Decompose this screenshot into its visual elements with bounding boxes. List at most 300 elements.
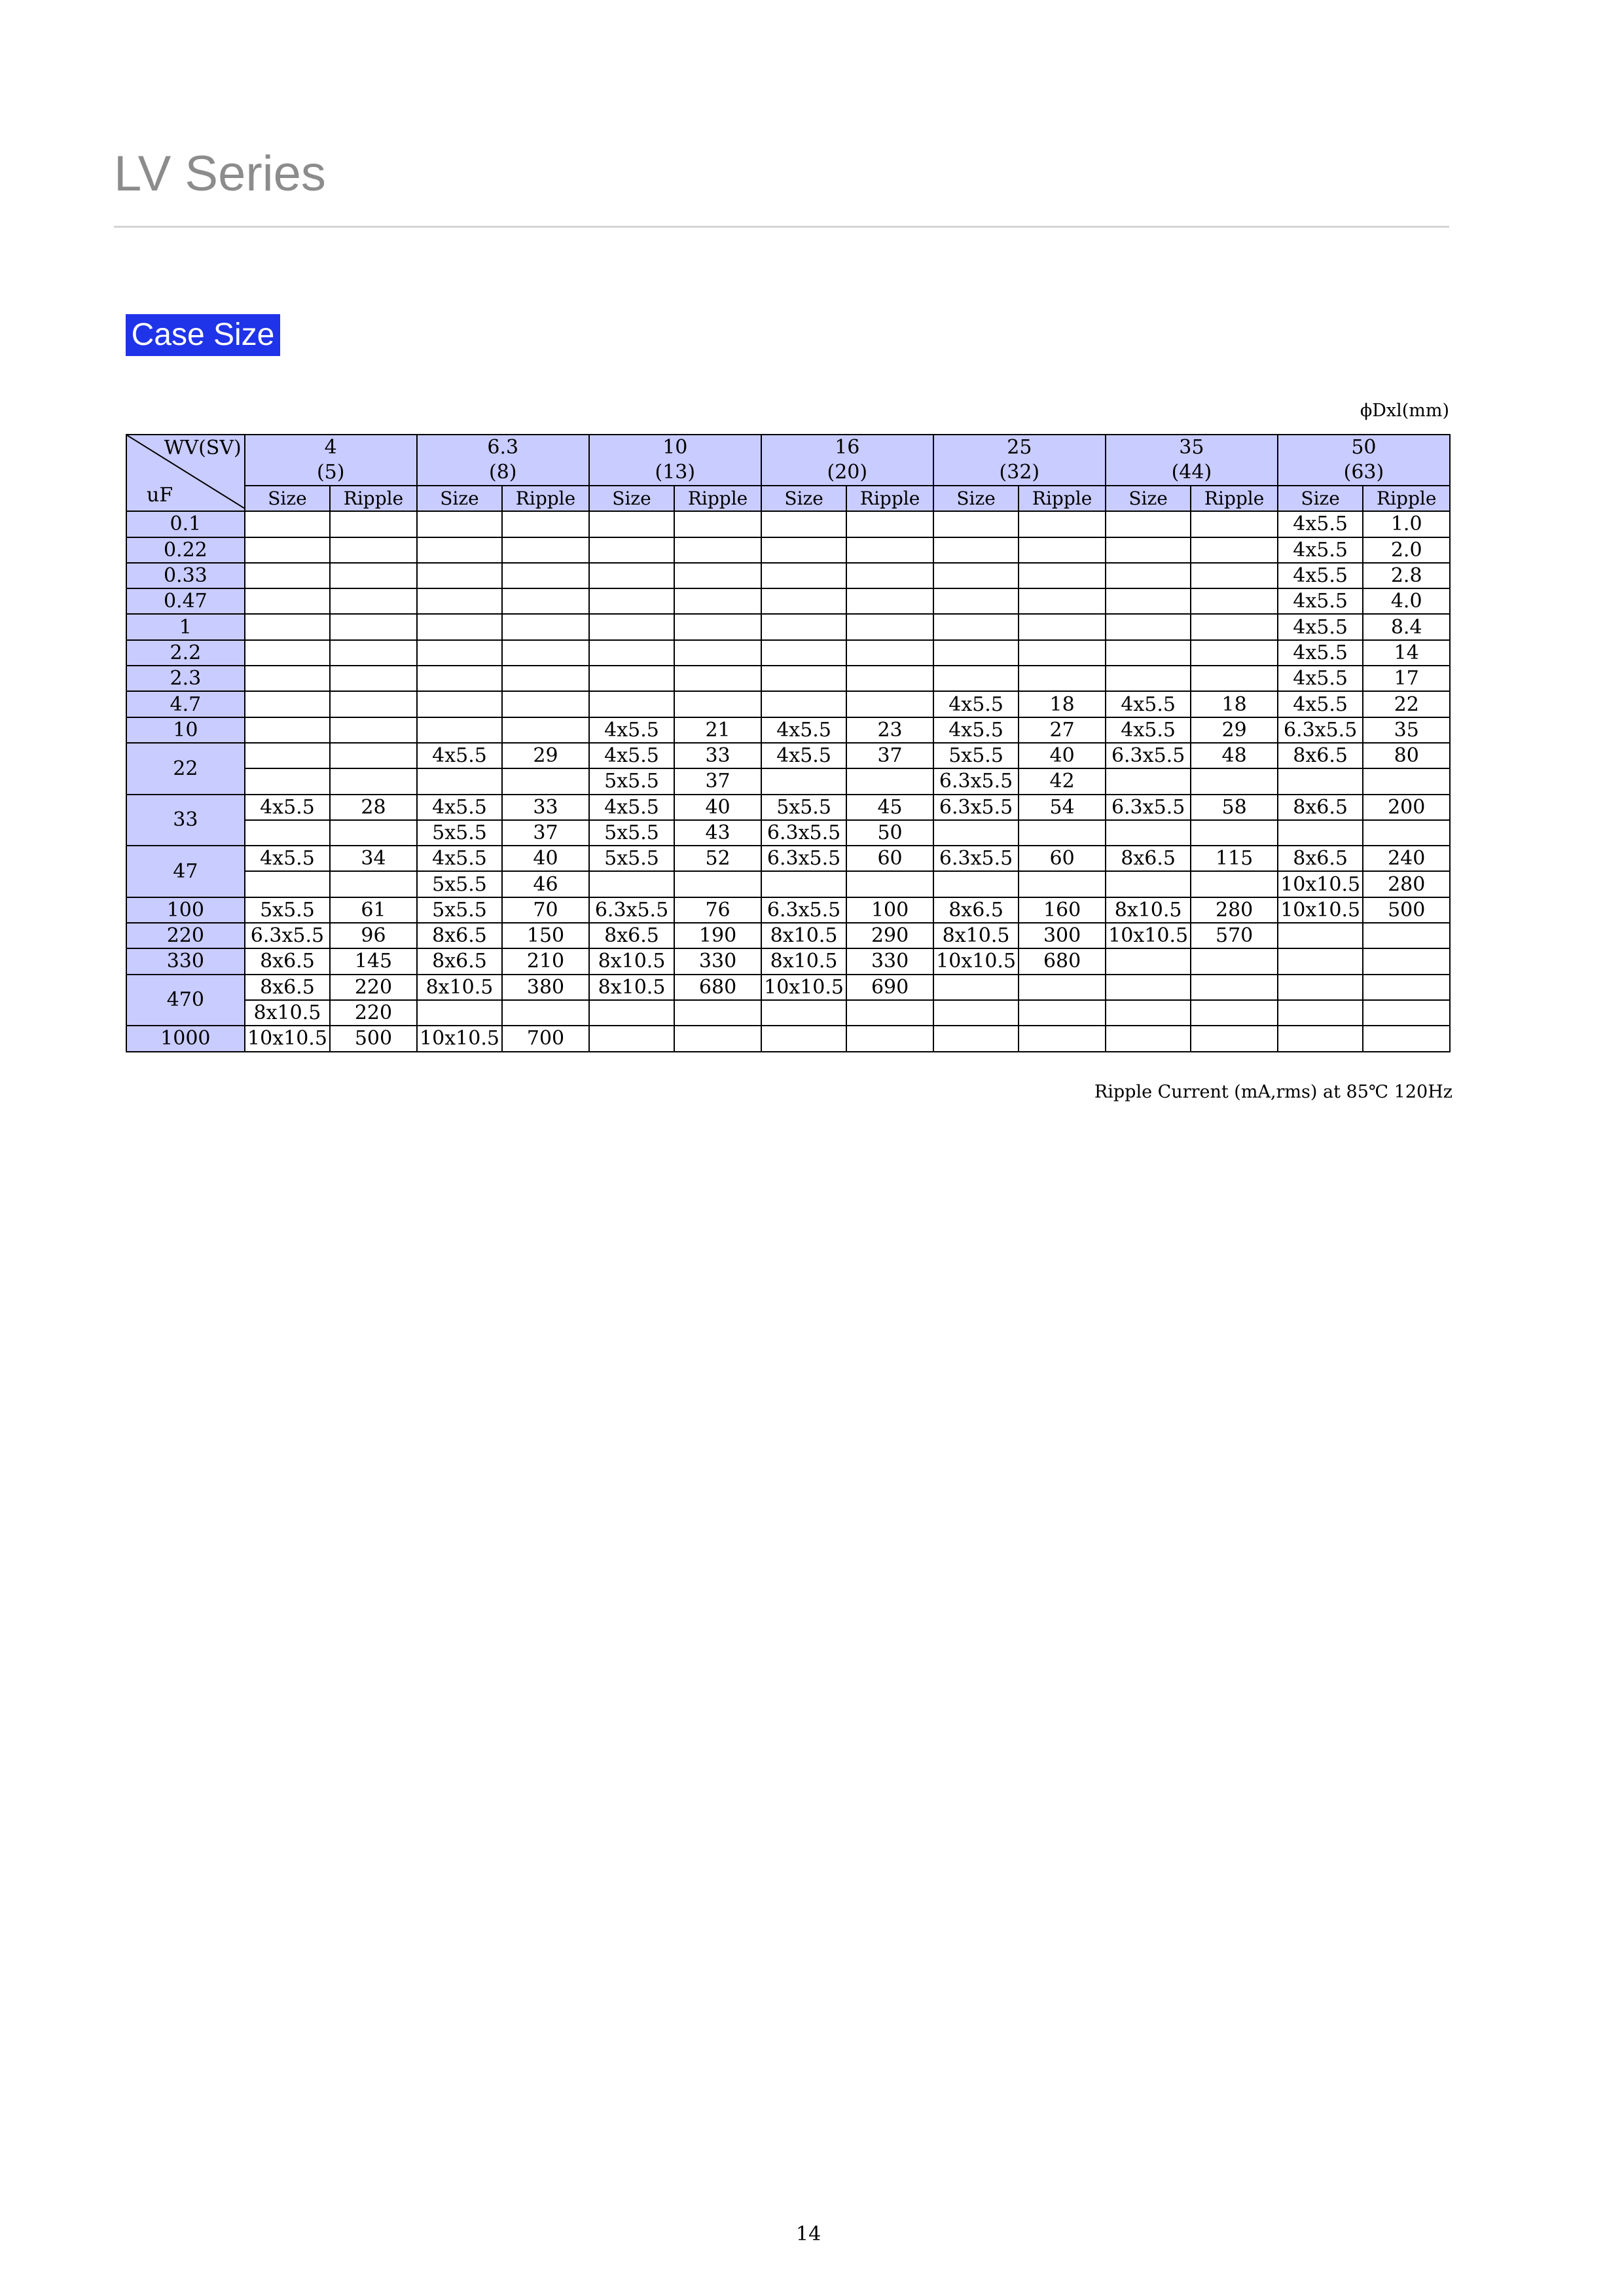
ripple-cell: 190 [674,923,761,948]
ripple-cell: 52 [674,846,761,871]
ripple-cell [674,1000,761,1026]
section-label: Case Size [126,314,280,356]
size-cell: 6.3x5.5 [1106,795,1191,820]
table-row [126,743,1450,768]
size-cell: 4x5.5 [1278,640,1363,666]
ripple-cell: 37 [846,743,933,768]
ripple-cell [846,640,933,666]
size-cell [589,563,675,588]
voltage-header-row [126,435,1450,486]
ripple-cell: 37 [502,820,589,846]
size-cell: 4x5.5 [1106,691,1191,717]
size-cell [1278,923,1363,948]
size-cell: 8x6.5 [417,923,503,948]
ripple-cell [330,871,417,897]
ripple-cell: 290 [846,923,933,948]
ripple-cell: 680 [674,975,761,1000]
size-cell [417,691,503,717]
page-number: 14 [796,2223,821,2246]
ripple-cell: 330 [846,948,933,974]
size-cell [245,537,331,563]
ripple-cell: 27 [1019,717,1106,743]
ripple-cell: 34 [330,846,417,871]
ripple-cell: 60 [846,846,933,871]
ripple-cell [330,614,417,639]
ripple-cell: 2.0 [1363,537,1450,563]
ripple-cell: 42 [1019,768,1106,794]
ripple-cell: 690 [846,975,933,1000]
ripple-cell: 240 [1363,846,1450,871]
capacitance-cell: 0.1 [126,511,245,537]
voltage-header [245,435,417,486]
size-cell: 4x5.5 [1278,666,1363,691]
size-cell: 8x6.5 [1278,846,1363,871]
ripple-cell [330,691,417,717]
size-cell [933,511,1019,537]
size-cell: 8x10.5 [761,923,847,948]
ripple-cell [330,640,417,666]
size-cell [933,1000,1019,1026]
table-row [126,614,1450,639]
size-cell: 4x5.5 [1278,614,1363,639]
ripple-cell [1191,1000,1278,1026]
ripple-cell: 35 [1363,717,1450,743]
size-cell: 4x5.5 [417,795,503,820]
size-cell: 4x5.5 [1278,588,1363,614]
size-cell [589,511,675,537]
size-column-header: Size [1106,486,1191,511]
voltage-header [1106,435,1278,486]
size-cell [1278,948,1363,974]
ripple-cell [1019,1000,1106,1026]
size-cell [1278,1000,1363,1026]
ripple-cell: 22 [1363,691,1450,717]
ripple-cell [674,666,761,691]
size-cell: 6.3x5.5 [589,897,675,923]
size-cell [245,871,331,897]
size-cell: 4x5.5 [933,717,1019,743]
ripple-cell: 33 [674,743,761,768]
ripple-cell [502,666,589,691]
size-cell [1106,1026,1191,1051]
size-cell: 6.3x5.5 [761,846,847,871]
size-cell [417,640,503,666]
size-cell: 6.3x5.5 [761,897,847,923]
ripple-cell: 8.4 [1363,614,1450,639]
size-column-header: Size [761,486,847,511]
size-cell: 5x5.5 [933,743,1019,768]
size-cell: 10x10.5 [933,948,1019,974]
ripple-cell [846,563,933,588]
voltage-header [761,435,933,486]
size-cell [933,1026,1019,1051]
size-cell: 4x5.5 [1278,691,1363,717]
size-cell [245,563,331,588]
table-row [126,666,1450,691]
ripple-cell: 76 [674,897,761,923]
size-cell [933,666,1019,691]
size-cell: 8x6.5 [417,948,503,974]
size-cell: 4x5.5 [1278,511,1363,537]
ripple-cell: 70 [502,897,589,923]
size-cell: 5x5.5 [245,897,331,923]
ripple-cell: 50 [846,820,933,846]
size-cell [933,640,1019,666]
size-cell [761,666,847,691]
size-cell [589,666,675,691]
ripple-cell [1191,614,1278,639]
size-cell [761,1000,847,1026]
size-cell [1106,563,1191,588]
ripple-cell [674,691,761,717]
size-cell: 4x5.5 [1278,537,1363,563]
ripple-cell [1191,871,1278,897]
wv-value: 50 [1351,436,1377,459]
size-cell [1106,820,1191,846]
size-cell: 6.3x5.5 [933,795,1019,820]
size-cell: 10x10.5 [417,1026,503,1051]
size-cell: 8x10.5 [589,948,675,974]
ripple-cell [846,666,933,691]
table-row [126,563,1450,588]
size-cell [1106,640,1191,666]
ripple-cell: 18 [1019,691,1106,717]
wv-value: 35 [1179,436,1204,459]
size-cell: 5x5.5 [589,820,675,846]
table-body [126,511,1450,1051]
ripple-cell [502,614,589,639]
page-title: LV Series [114,146,326,202]
size-cell: 5x5.5 [761,795,847,820]
title-divider [114,226,1449,228]
size-cell [933,537,1019,563]
ripple-cell [1191,640,1278,666]
ripple-cell [674,588,761,614]
size-cell [1106,588,1191,614]
ripple-cell: 45 [846,795,933,820]
sv-value: (44) [1171,461,1212,484]
size-cell [761,511,847,537]
ripple-cell: 300 [1019,923,1106,948]
ripple-cell [502,563,589,588]
size-cell [761,563,847,588]
table-row [126,717,1450,743]
ripple-column-header: Ripple [846,486,933,511]
ripple-column-header: Ripple [674,486,761,511]
ripple-cell [674,1026,761,1051]
table-row [126,975,1450,1000]
size-cell: 5x5.5 [589,846,675,871]
table-row [126,1000,1450,1026]
size-cell [933,588,1019,614]
ripple-cell [674,640,761,666]
ripple-cell [846,1026,933,1051]
size-cell: 4x5.5 [1278,563,1363,588]
table-row [126,871,1450,897]
ripple-cell [1363,1026,1450,1051]
size-cell [245,614,331,639]
case-size-table [126,434,1451,1052]
unit-note: ϕDxl(mm) [1360,401,1449,421]
table-row [126,948,1450,974]
size-cell [1278,768,1363,794]
ripple-cell [1191,820,1278,846]
capacitance-cell: 0.33 [126,563,245,588]
ripple-cell [1019,588,1106,614]
size-cell [1106,871,1191,897]
size-cell [417,717,503,743]
ripple-cell [1019,511,1106,537]
ripple-cell [1191,1026,1278,1051]
size-cell: 5x5.5 [417,820,503,846]
ripple-cell [1019,820,1106,846]
size-cell [417,666,503,691]
size-cell [589,614,675,639]
ripple-cell [1363,948,1450,974]
ripple-cell [1191,948,1278,974]
size-cell: 6.3x5.5 [761,820,847,846]
ripple-cell [330,743,417,768]
size-cell [1106,948,1191,974]
ripple-cell [674,511,761,537]
size-cell: 4x5.5 [417,846,503,871]
voltage-header [589,435,761,486]
size-cell [761,691,847,717]
size-cell: 6.3x5.5 [1278,717,1363,743]
ripple-cell: 80 [1363,743,1450,768]
size-cell: 4x5.5 [245,795,331,820]
ripple-cell: 280 [1191,897,1278,923]
size-cell: 6.3x5.5 [933,768,1019,794]
table-row [126,1026,1450,1051]
size-cell: 8x10.5 [245,1000,331,1026]
size-cell: 8x6.5 [245,975,331,1000]
size-cell [589,640,675,666]
ripple-cell: 1.0 [1363,511,1450,537]
table-row [126,820,1450,846]
ripple-cell: 18 [1191,691,1278,717]
capacitance-cell: 1000 [126,1026,245,1051]
size-cell [761,640,847,666]
size-cell [589,537,675,563]
size-cell [417,614,503,639]
size-cell [933,563,1019,588]
size-column-header: Size [589,486,675,511]
ripple-cell [502,588,589,614]
ripple-cell [846,511,933,537]
ripple-cell: 500 [330,1026,417,1051]
ripple-cell: 21 [674,717,761,743]
size-cell: 8x6.5 [1278,743,1363,768]
ripple-cell: 500 [1363,897,1450,923]
ripple-cell [674,871,761,897]
ripple-cell [846,614,933,639]
capacitance-cell: 0.22 [126,537,245,563]
size-cell [761,871,847,897]
size-cell [417,588,503,614]
size-cell: 8x10.5 [761,948,847,974]
uf-label: uF [147,484,173,507]
ripple-cell [502,511,589,537]
size-cell: 4x5.5 [761,743,847,768]
size-cell: 6.3x5.5 [245,923,331,948]
capacitance-cell: 22 [126,743,245,795]
ripple-cell [846,537,933,563]
size-cell: 4x5.5 [245,846,331,871]
size-cell [245,640,331,666]
ripple-cell: 145 [330,948,417,974]
capacitance-cell: 2.3 [126,666,245,691]
ripple-cell: 40 [674,795,761,820]
ripple-column-header: Ripple [1363,486,1450,511]
ripple-cell: 210 [502,948,589,974]
ripple-cell: 58 [1191,795,1278,820]
ripple-cell [1019,614,1106,639]
size-cell: 10x10.5 [761,975,847,1000]
size-cell [417,768,503,794]
ripple-cell [846,768,933,794]
size-cell [417,511,503,537]
ripple-cell [1191,511,1278,537]
size-cell [1278,975,1363,1000]
capacitance-cell: 220 [126,923,245,948]
size-cell: 10x10.5 [1278,871,1363,897]
ripple-cell [1019,666,1106,691]
size-cell [417,1000,503,1026]
ripple-cell [1191,975,1278,1000]
ripple-cell [502,537,589,563]
ripple-cell [846,588,933,614]
ripple-cell: 23 [846,717,933,743]
ripple-cell [330,511,417,537]
ripple-column-header: Ripple [1191,486,1278,511]
ripple-cell: 48 [1191,743,1278,768]
capacitance-cell: 330 [126,948,245,974]
size-cell: 8x10.5 [589,975,675,1000]
ripple-cell: 4.0 [1363,588,1450,614]
ripple-cell: 17 [1363,666,1450,691]
ripple-column-header: Ripple [1019,486,1106,511]
wv-value: 16 [835,436,860,459]
wv-value: 4 [324,436,337,459]
capacitance-cell: 2.2 [126,640,245,666]
size-cell [1278,1026,1363,1051]
size-cell: 8x6.5 [1278,795,1363,820]
ripple-cell: 40 [1019,743,1106,768]
size-cell [761,537,847,563]
ripple-cell: 200 [1363,795,1450,820]
ripple-cell [1363,820,1450,846]
ripple-cell: 46 [502,871,589,897]
size-cell [245,743,331,768]
voltage-header [417,435,589,486]
capacitance-cell: 0.47 [126,588,245,614]
ripple-column-header: Ripple [330,486,417,511]
size-cell [589,1026,675,1051]
ripple-cell [1191,666,1278,691]
size-column-header: Size [417,486,503,511]
size-cell: 5x5.5 [589,768,675,794]
ripple-cell [846,871,933,897]
size-cell: 8x6.5 [933,897,1019,923]
size-cell: 8x6.5 [245,948,331,974]
ripple-cell [502,1000,589,1026]
size-cell [245,820,331,846]
size-cell [245,588,331,614]
corner-header [126,435,245,511]
size-cell [589,871,675,897]
ripple-cell [1019,871,1106,897]
size-cell [1106,511,1191,537]
table-row [126,923,1450,948]
ripple-cell [330,820,417,846]
capacitance-cell: 10 [126,717,245,743]
size-cell: 4x5.5 [589,743,675,768]
size-cell [1106,537,1191,563]
size-cell: 8x10.5 [933,923,1019,948]
size-cell [417,537,503,563]
ripple-cell [330,768,417,794]
size-cell: 6.3x5.5 [1106,743,1191,768]
wv-sv-label: WV(SV) [164,437,242,459]
table-row [126,588,1450,614]
size-cell [933,820,1019,846]
size-cell [761,768,847,794]
ripple-cell [502,717,589,743]
ripple-cell: 700 [502,1026,589,1051]
ripple-cell [502,640,589,666]
size-cell [1106,768,1191,794]
table-row [126,691,1450,717]
ripple-cell [502,691,589,717]
ripple-cell: 160 [1019,897,1106,923]
size-column-header: Size [933,486,1019,511]
table-row [126,897,1450,923]
ripple-cell [1363,923,1450,948]
size-cell [933,614,1019,639]
ripple-cell [1019,537,1106,563]
ripple-cell: 60 [1019,846,1106,871]
capacitance-cell: 33 [126,795,245,846]
table-row [126,537,1450,563]
size-cell [589,588,675,614]
ripple-cell: 330 [674,948,761,974]
ripple-cell [1019,640,1106,666]
size-cell [761,614,847,639]
size-cell [1106,666,1191,691]
table-row [126,511,1450,537]
ripple-footnote: Ripple Current (mA,rms) at 85℃ 120Hz [1094,1082,1453,1102]
sv-value: (63) [1343,461,1384,484]
wv-value: 10 [662,436,688,459]
ripple-cell: 29 [502,743,589,768]
ripple-cell: 220 [330,1000,417,1026]
size-column-header: Size [1278,486,1363,511]
size-cell [1106,975,1191,1000]
ripple-cell: 61 [330,897,417,923]
size-cell: 4x5.5 [417,743,503,768]
size-cell [245,511,331,537]
size-cell: 8x10.5 [1106,897,1191,923]
size-cell [245,768,331,794]
size-cell [1278,820,1363,846]
capacitance-cell: 100 [126,897,245,923]
sv-value: (20) [827,461,868,484]
ripple-cell [502,768,589,794]
ripple-cell [1019,1026,1106,1051]
size-cell: 8x6.5 [589,923,675,948]
size-cell: 4x5.5 [589,717,675,743]
